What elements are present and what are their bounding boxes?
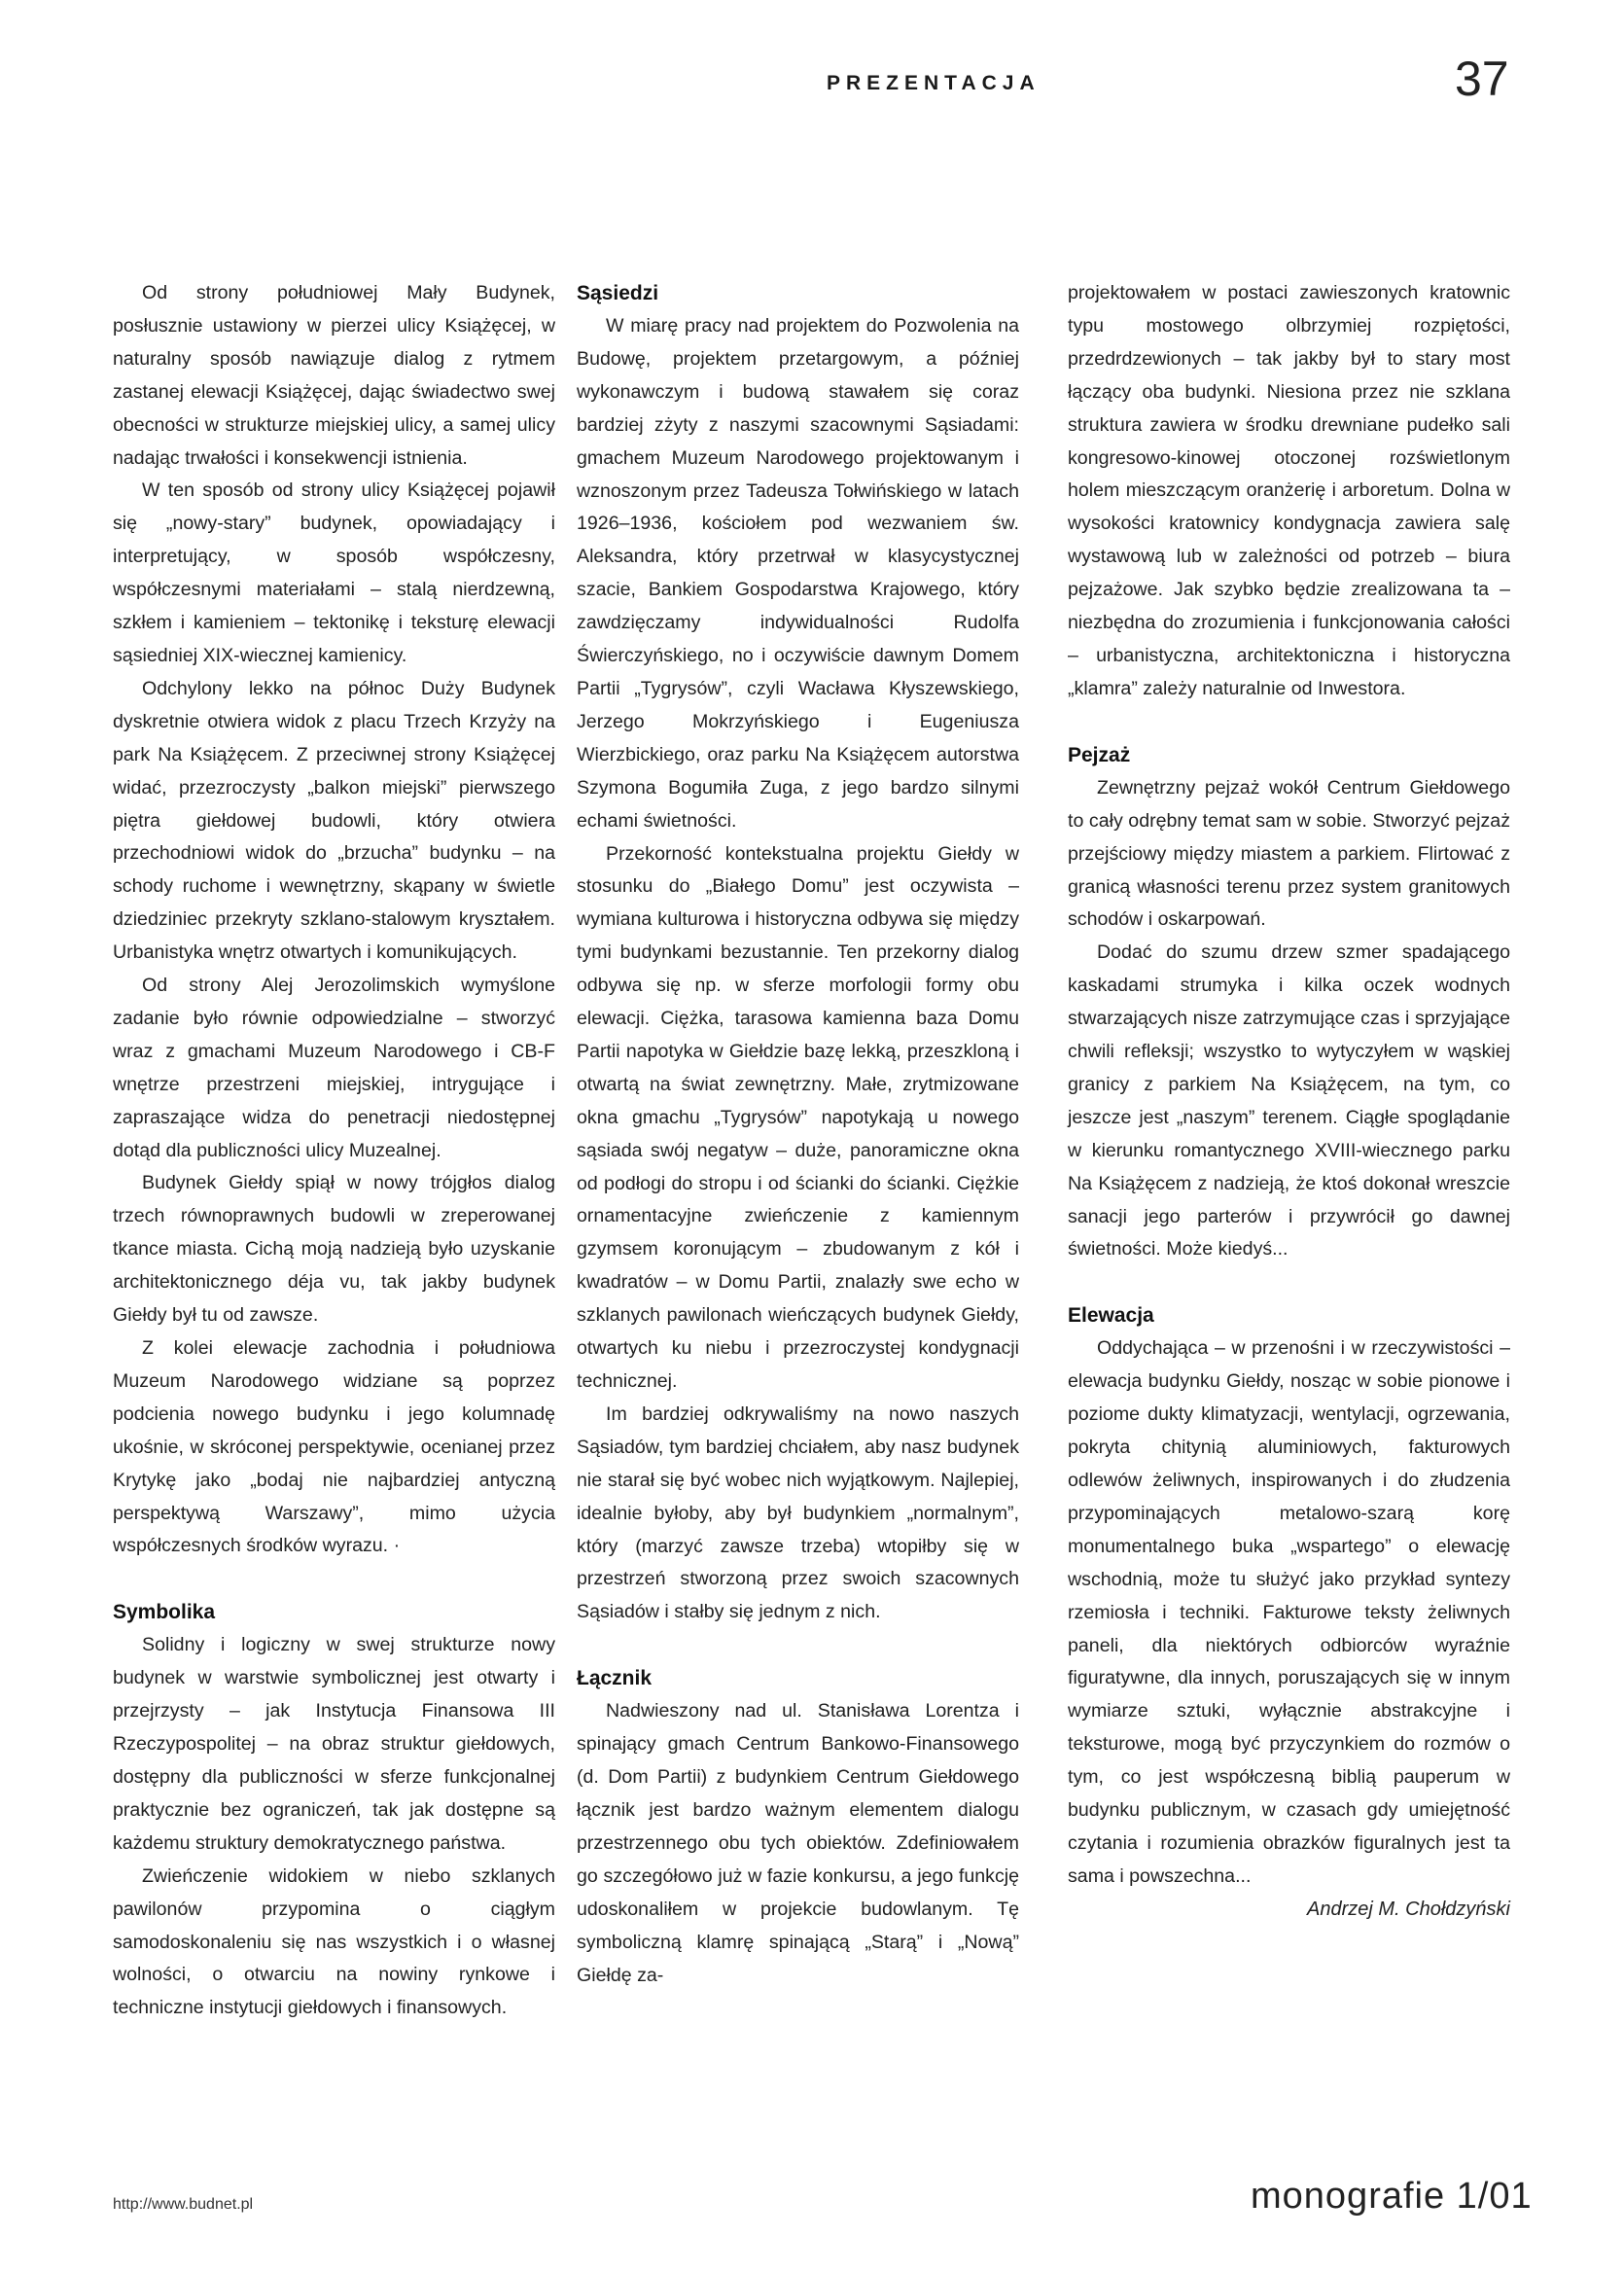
paragraph: Oddychająca – w przenośni i w rzeczywistości – elewacja budynku Giełdy, nosząc w sobie pionowe i poziome dukty klimatyzacji, wentylacji, ogrzewania, pokryta chitynią aluminiowych, fakturowych odlewów żeliwnych, inspirowanych i do złudzenia przypominających metalowo-szarą korę monumentalnego buka „wspartego” o elewację wschodnią, może tu służyć jako przykład syntezy rzemiosła i techniki. Fakturowe teksty żeliwnych paneli, dla niektórych odbiorców wyraźnie figuratywne, dla innych, poruszających się w innym wymiarze sztuki, wyłącznie abstrakcyjne i teksturowe, mogą być przyczynkiem do rozmów o tym, co jest współczesną biblią pauperum w budynku publicznym, w czasach gdy umiejętność czytania i rozumienia obrazków figuralnych jest ta sama i powszechna... <box>1068 1337 1510 1887</box>
author-signature: Andrzej M. Chołdzyński <box>1307 1898 1510 1920</box>
paragraph: Od strony Alej Jerozolimskich wymyślone zadanie było równie odpowiedzialne – stworzyć wraz z gmachami Muzeum Narodowego i CB-F wnętrze przestrzeni miejskiej, intrygujące i zapraszające widza do penetracji niedostępnej dotąd dla publiczności ulicy Muzealnej. <box>113 975 555 1161</box>
paragraph: Przekorność kontekstualna projektu Giełdy w stosunku do „Białego Domu” jest oczywista – wymiana kulturowa i historyczna odbywa się między tymi budynkami bezustannie. Ten przekorny dialog odbywa się np. w sferze morfologii formy obu elewacji. Ciężka, tarasowa kamienna baza Domu Partii napotyka w Giełdzie bazę lekką, przeszkloną i otwartą na świat zewnętrzny. Małe, zrytmizowane okna gmachu „Tygrysów” napotykają u nowego sąsiada swój negatyw – duże, panoramiczne okna od podłogi do stropu i od ścianki do ścianki. Ciężkie ornamentacyjne zwieńczenie z kamiennym gzymsem koronującym – zbudowanym z kół i kwadratów – w Domu Partii, znalazły swe echo w szklanych pawilonach wieńczących budynek Giełdy, otwartych ku niebu i przezroczystej kondygnacji technicznej. <box>577 842 1019 1392</box>
heading-pejzaz: Pejzaż <box>1068 743 1131 766</box>
paragraph: Zwieńczenie widokiem w niebo szklanych pawilonów przypomina o ciągłym samodoskonaleniu się nas wszystkich i o własnej wolności, o otwarciu na nowiny rynkowe i techniczne instytucji giełdowych i finansowych. <box>113 1864 555 2019</box>
heading-sasiedzi: Sąsiedzi <box>577 282 659 304</box>
paragraph: projektowałem w postaci zawieszonych kratownic typu mostowego olbrzymiej rozpiętości, przedrdzewionych – tak jakby był to stary most łączący oba budynki. Niesiona przez nie szklana struktura zawiera w środku drewniane pudełko sali kongresowo-kinowej otoczonej rozświetlonym holem mieszczącym oranżerię i arboretum. Dolna w wysokości kratownicy kondygnacja zawiera salę wystawową lub w zależności od potrzeb – biura pejzażowe. Jak szybko będzie zrealizowana ta – niezbędna do zrozumienia i funkcjonowania całości – urbanistyczna, architektoniczna i historyczna „klamra” zależy naturalnie od Inwestora. <box>1068 282 1510 699</box>
paragraph: Z kolei elewacje zachodnia i południowa Muzeum Narodowego widziane są poprzez podcienia nowego budynku i jego kolumnadę ukośnie, w skróconej perspektywie, ocenianej przez Krytykę jako „bodaj nie najbardziej antyczną perspektywą Warszawy”, mimo użycia współczesnych środków wyrazu. · <box>113 1337 555 1557</box>
paragraph: W miarę pracy nad projektem do Pozwolenia na Budowę, projektem przetargowym, a później wykonawczym i budową stawałem się coraz bardziej zżyty z naszymi szacownymi Sąsiadami: gmachem Muzeum Narodowego projektowanym i wznoszonym przez Tadeusza Tołwińskiego w latach 1926–1936, kościołem pod wezwaniem św. Aleksandra, który przetrwał w klasycystycznej szacie, Bankiem Gospodarstwa Krajowego, który zawdzięczamy indywidualności Rudolfa Świerczyńskiego, no i oczywiście dawnym Domem Partii „Tygrysów”, czyli Wacława Kłyszewskiego, Jerzego Mokrzyńskiego i Eugeniusza Wierzbickiego, oraz parku Na Książęcem autorstwa Szymona Bogumiła Zuga, z jego bardzo silnymi echami świetności. <box>577 315 1019 832</box>
paragraph: Zewnętrzny pejzaż wokół Centrum Giełdowego to cały odrębny temat sam w sobie. Stworzyć pejzaż przejściowy między miastem a parkiem. Flirtować z granicą własności terenu przez system granitowych schodów i oskarpowań. <box>1068 776 1510 931</box>
paragraph: Nadwieszony nad ul. Stanisława Lorentza i spinający gmach Centrum Bankowo-Finansowego (d. Dom Partii) z budynkiem Centrum Giełdowego łącznik jest bardzo ważnym elementem dialogu przestrzennego obu tych obiektów. Zdefiniowałem go szczegółowo już w fazie konkursu, a jego funkcję udoskonaliłem w projekcie budowlanym. Tę symboliczną klamrę spinającą „Starą” i „Nową” Giełdę za- <box>577 1700 1019 1986</box>
paragraph: Odchylony lekko na północ Duży Budynek dyskretnie otwiera widok z placu Trzech Krzyży na park Na Książęcem. Z przeciwnej strony Książęcej widać, przezroczysty „balkon miejski” pierwszego piętra giełdowej budowli, który otwiera przechodniowi widok do „brzucha” budynku – na schody ruchome i wewnętrzny, skąpany w świetle dziedziniec przekryty szklano-stalowym kryształem. Urbanistyka wnętrz otwartych i komunikujących. <box>113 677 555 964</box>
footer-issue: monografie 1/01 <box>1251 2176 1533 2217</box>
heading-symbolika: Symbolika <box>113 1601 216 1624</box>
article-column-2 <box>577 277 1019 1992</box>
paragraph: Od strony południowej Mały Budynek, posłusznie ustawiony w pierzei ulicy Książęcej, w naturalny sposób nawiązuje dialog z rytmem zastanej elewacji Książęcej, dając świadectwo swej obecności w strukturze miejskiej ulicy, a samej ulicy nadając trwałości i konsekwencji istnienia. <box>113 282 555 469</box>
paragraph: W ten sposób od strony ulicy Książęcej pojawił się „nowy-stary” budynek, opowiadający i interpretujący, w sposób współczesny, współczesnymi materiałami – stalą nierdzewną, szkłem i kamieniem – tektonikę i teksturę elewacji sąsiedniej XIX-wiecznej kamienicy. <box>113 479 555 666</box>
paragraph: Im bardziej odkrywaliśmy na nowo naszych Sąsiadów, tym bardziej chciałem, aby nasz budynek nie starał się być wobec nich wyjątkowym. Najlepiej, idealnie byłoby, aby był budynkiem „normalnym”, który (marzyć zawsze trzeba) wtopiłby się w przestrzeń stworzoną przez swoich szacownych Sąsiadów i stałby się jednym z nich. <box>577 1402 1019 1623</box>
heading-lacznik: Łącznik <box>577 1667 653 1690</box>
article-column-3 <box>1068 277 1510 1927</box>
paragraph: Dodać do szumu drzew szmer spadającego kaskadami strumyka i kilka oczek wodnych stwarzających nisze zatrzymujące czas i sprzyjające chwili refleksji; wszystko to wytyczyłem w wąskiej granicy z parkiem Na Książęcem, na tym, co jeszcze jest „naszym” terenem. Ciągłe spoglądanie w kierunku romantycznego XVIII-wiecznego parku Na Książęcem z nadzieją, że ktoś dokonał wreszcie sanacji jego parterów i przywrócił go dawnej świetności. Może kiedyś... <box>1068 941 1510 1260</box>
article-column-1 <box>113 277 555 2025</box>
paragraph: Budynek Giełdy spiął w nowy trójgłos dialog trzech równoprawnych budowli w zreperowanej tkance miasta. Cichą moją nadzieją było uzyskanie architektonicznego déja vu, tak jakby budynek Giełdy był tu od zawsze. <box>113 1172 555 1327</box>
paragraph: Solidny i logiczny w swej strukturze nowy budynek w warstwie symbolicznej jest otwarty i przejrzysty – jak Instytucja Finansowa III Rzeczypospolitej – na obraz struktur giełdowych, dostępny dla publiczności w sferze funkcjonalnej praktycznie bez ograniczeń, tak jak dostępne są każdemu struktury demokratycznego państwa. <box>113 1634 555 1854</box>
page-number: 37 <box>1455 52 1509 106</box>
heading-elewacja: Elewacja <box>1068 1304 1154 1328</box>
footer-url: http://www.budnet.pl <box>113 2196 254 2213</box>
section-label: PREZENTACJA <box>827 72 1041 94</box>
